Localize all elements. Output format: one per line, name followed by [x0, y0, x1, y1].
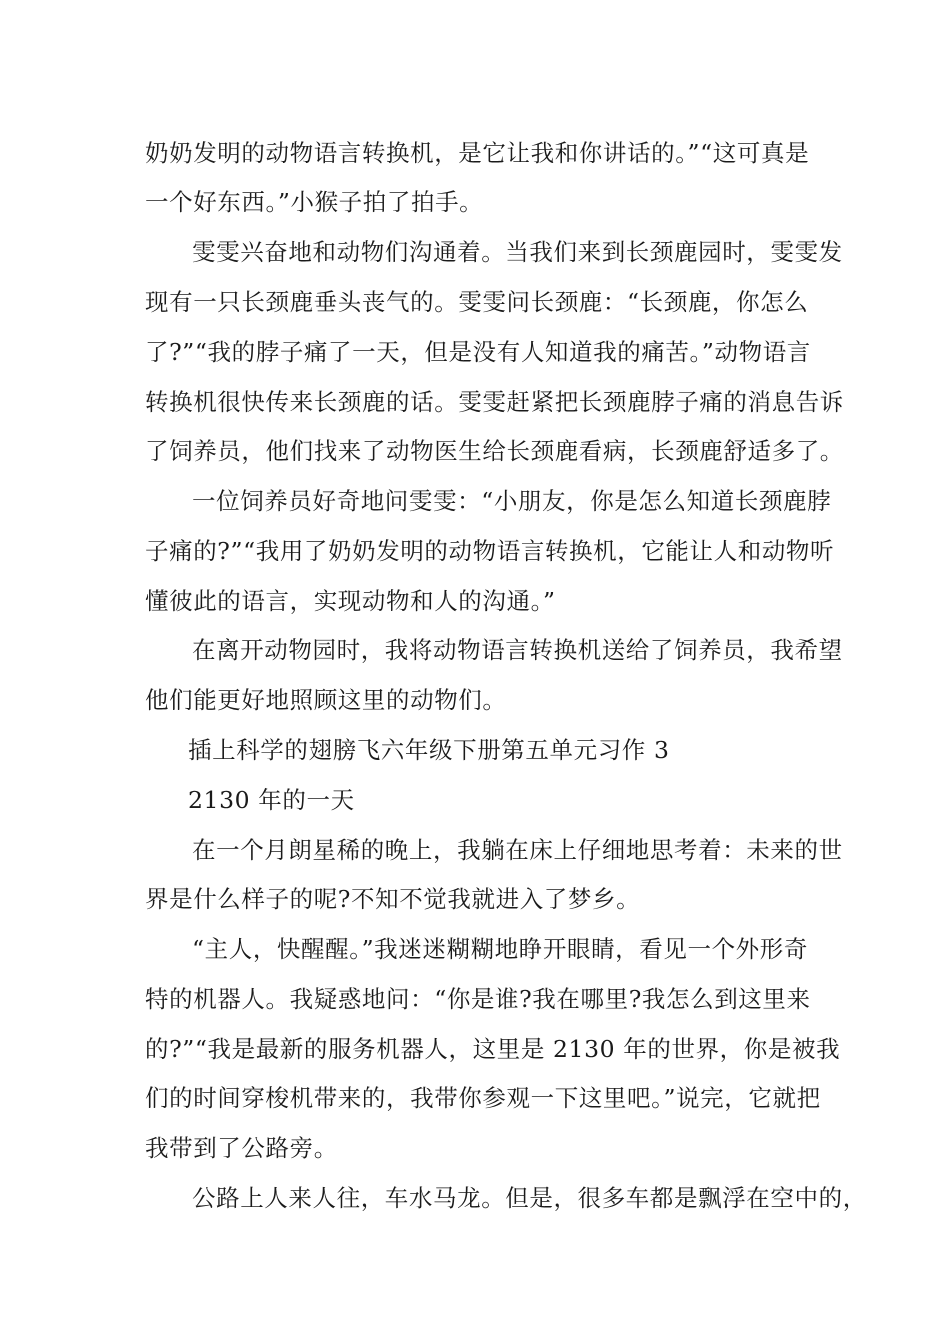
- paragraph-start-line: “主人，快醒醒。”我迷迷糊糊地睁开眼睛，看见一个外形奇: [192, 935, 808, 963]
- text-line: 奶奶发明的动物语言转换机，是它让我和你讲话的。”“这可真是: [145, 139, 810, 167]
- text-line: 子痛的?”“我用了奶奶发明的动物语言转换机，它能让人和动物听: [145, 537, 835, 565]
- text-line: 了饲养员，他们找来了动物医生给长颈鹿看病，长颈鹿舒适多了。: [145, 437, 844, 465]
- text-line: 一个好东西。”小猴子拍了拍手。: [145, 188, 484, 216]
- text-line: 们的时间穿梭机带来的，我带你参观一下这里吧。”说完，它就把: [145, 1084, 821, 1112]
- paragraph-start-line: 雯雯兴奋地和动物们沟通着。当我们来到长颈鹿园时，雯雯发: [192, 238, 843, 266]
- paragraph-start-line: 在一个月朗星稀的晚上，我躺在床上仔细地思考着：未来的世: [192, 836, 843, 864]
- paragraph-start-line: 一位饲养员好奇地问雯雯：“小朋友，你是怎么知道长颈鹿脖: [192, 487, 832, 515]
- text-line: 特的机器人。我疑惑地问：“你是谁?我在哪里?我怎么到这里来: [145, 985, 811, 1013]
- text-line: 懂彼此的语言，实现动物和人的沟通。”: [145, 587, 556, 615]
- text-line: 了?”“我的脖子痛了一天，但是没有人知道我的痛苦。”动物语言: [145, 338, 811, 366]
- text-line: 他们能更好地照顾这里的动物们。: [145, 686, 507, 714]
- text-line: 的?”“我是最新的服务机器人，这里是 2130 年的世界，你是被我: [145, 1035, 841, 1063]
- essay-title: 2130 年的一天: [188, 786, 355, 814]
- paragraph-start-line: 公路上人来人往，车水马龙。但是，很多车都是飘浮在空中的，: [192, 1184, 867, 1212]
- section-title: 插上科学的翅膀飞六年级下册第五单元习作 3: [188, 736, 670, 764]
- text-line: 界是什么样子的呢?不知不觉我就进入了梦乡。: [145, 885, 641, 913]
- text-line: 我带到了公路旁。: [145, 1134, 338, 1162]
- paragraph-start-line: 在离开动物园时，我将动物语言转换机送给了饲养员，我希望: [192, 636, 843, 664]
- text-line: 现有一只长颈鹿垂头丧气的。雯雯问长颈鹿：“长颈鹿，你怎么: [145, 288, 809, 316]
- text-line: 转换机很快传来长颈鹿的话。雯雯赶紧把长颈鹿脖子痛的消息告诉: [145, 388, 844, 416]
